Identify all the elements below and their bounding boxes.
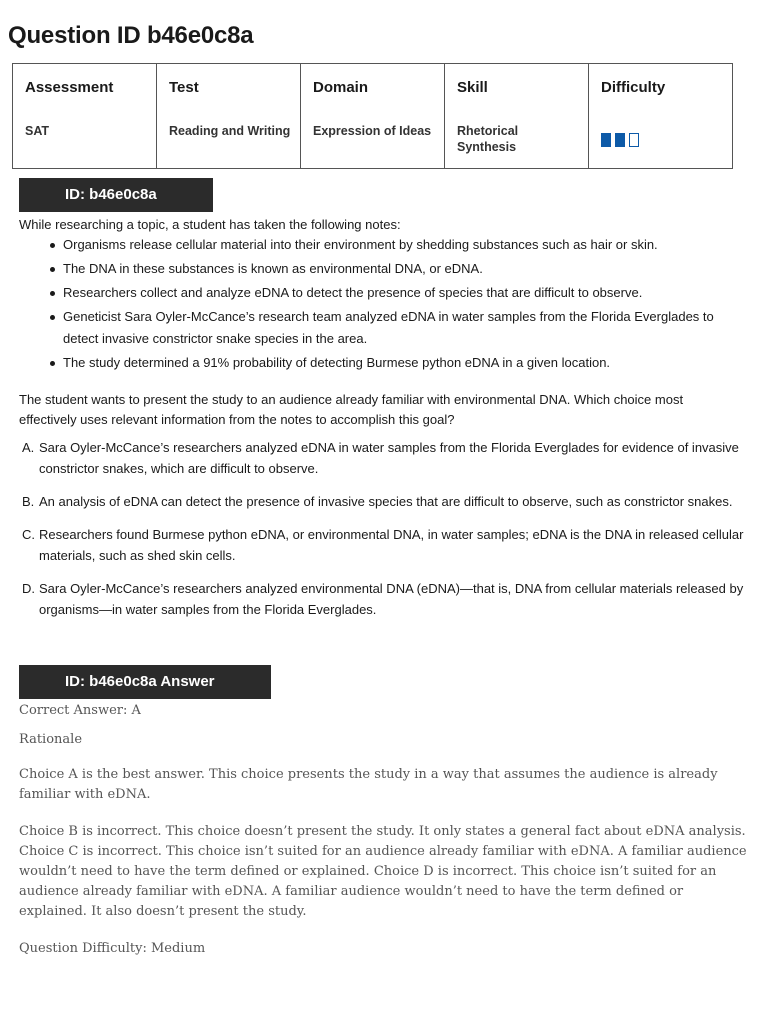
meta-head-assessment: Assessment bbox=[25, 79, 114, 96]
meta-cell-difficulty bbox=[588, 63, 733, 169]
note-item: The study determined a 91% probability of detecting Burmese python eDNA in a given location. bbox=[63, 352, 749, 374]
meta-value-domain: Expression of Ideas bbox=[313, 124, 432, 138]
choice-letter: B. bbox=[22, 494, 35, 509]
choice-a[interactable] bbox=[19, 437, 744, 479]
note-item: Researchers collect and analyze eDNA to detect the presence of species that are difficult to observe. bbox=[63, 282, 749, 304]
difficulty-bar-filled bbox=[601, 133, 611, 147]
notes-list bbox=[19, 234, 749, 376]
note-item: The DNA in these substances is known as environmental DNA, or eDNA. bbox=[63, 258, 749, 280]
choice-text: An analysis of eDNA can detect the presence of invasive species that are difficult to observe, such as constrictor snakes. bbox=[39, 494, 733, 509]
question-difficulty: Question Difficulty: Medium bbox=[19, 941, 206, 956]
choice-letter: C. bbox=[22, 527, 35, 542]
meta-value-skill: Rhetorical Synthesis bbox=[457, 124, 519, 154]
note-item: Organisms release cellular material into their environment by shedding substances such as hair or skin. bbox=[63, 234, 749, 256]
choice-letter: A. bbox=[22, 440, 35, 455]
choice-text: Sara Oyler-McCance’s researchers analyzed environmental DNA (eDNA)—that is, DNA from cellular materials released by organisms—in water samples from the Florida Everglades. bbox=[39, 581, 744, 617]
meta-cell-assessment bbox=[12, 63, 156, 169]
choice-letter: D. bbox=[22, 581, 35, 596]
choice-d[interactable] bbox=[19, 578, 744, 620]
meta-cell-skill bbox=[444, 63, 588, 169]
choice-text: Researchers found Burmese python eDNA, or environmental DNA, in water samples; eDNA is the DNA in released cellular materials, such as shed skin cells. bbox=[39, 527, 744, 563]
answer-choices bbox=[19, 437, 744, 632]
question-prompt: The student wants to present the study to an audience already familiar with environmental DNA. Which choice most effectively uses relevant information from the notes to accomplish this goal? bbox=[19, 392, 684, 427]
difficulty-indicator bbox=[601, 133, 639, 147]
choice-b[interactable] bbox=[19, 491, 744, 512]
question-id-banner: ID: b46e0c8a bbox=[19, 178, 213, 212]
meta-head-difficulty: Difficulty bbox=[601, 79, 666, 96]
meta-cell-test bbox=[156, 63, 300, 169]
rationale-paragraph-1: Choice A is the best answer. This choice presents the study in a way that assumes the audience is already familiar with eDNA. bbox=[19, 767, 718, 802]
page-title: Question ID b46e0c8a bbox=[8, 22, 254, 49]
rationale-heading: Rationale bbox=[19, 732, 83, 747]
note-item: Geneticist Sara Oyler-McCance’s research team analyzed eDNA in water samples from the Florida Everglades to detect invasive constrictor snake species in the area. bbox=[63, 306, 749, 350]
answer-id-banner: ID: b46e0c8a Answer bbox=[19, 665, 271, 699]
question-meta-table bbox=[12, 63, 733, 169]
difficulty-bar-filled bbox=[615, 133, 625, 147]
meta-head-domain: Domain bbox=[313, 79, 369, 96]
correct-answer: Correct Answer: A bbox=[19, 703, 141, 718]
choice-c[interactable] bbox=[19, 524, 744, 566]
difficulty-bar-empty bbox=[629, 133, 639, 147]
notes-intro: While researching a topic, a student has taken the following notes: bbox=[19, 217, 401, 232]
meta-head-test: Test bbox=[169, 79, 199, 96]
meta-value-assessment: SAT bbox=[25, 124, 50, 138]
rationale-paragraph-2: Choice B is incorrect. This choice doesn’t present the study. It only states a general fact about eDNA analysis. Choice C is incorrect. This choice isn’t suited for an audience already familiar with eDNA. A familiar audience wouldn’t need to have the term defined or explained. Choice D is incorrect. This choice isn’t suited for an audience already familiar with eDNA. A familiar audience wouldn’t need to have the term defined or explained. It also doesn’t present the study. bbox=[19, 824, 747, 919]
choice-text: Sara Oyler-McCance’s researchers analyzed eDNA in water samples from the Florida Everglades for evidence of invasive constrictor snakes, which are difficult to observe. bbox=[39, 440, 739, 476]
meta-head-skill: Skill bbox=[457, 79, 488, 96]
meta-cell-domain bbox=[300, 63, 444, 169]
meta-value-test: Reading and Writing bbox=[169, 124, 291, 138]
